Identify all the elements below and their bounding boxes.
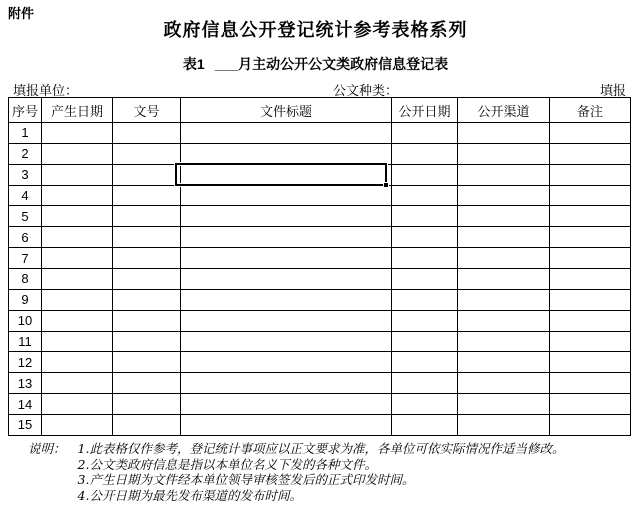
empty-cell[interactable] bbox=[458, 394, 550, 415]
row-number-cell[interactable]: 10 bbox=[9, 310, 42, 331]
empty-cell[interactable] bbox=[113, 164, 181, 185]
empty-cell[interactable] bbox=[113, 248, 181, 269]
empty-cell[interactable] bbox=[113, 352, 181, 373]
table-subtitle bbox=[0, 54, 631, 74]
empty-cell[interactable] bbox=[550, 331, 631, 352]
empty-cell[interactable] bbox=[392, 373, 458, 394]
document-title: 政府信息公开登记统计参考表格系列 bbox=[163, 20, 468, 40]
note-item-3: 3.产生日期为文件经本单位领导审核签发后的正式印发时间。 bbox=[77, 472, 415, 487]
empty-cell[interactable] bbox=[42, 352, 113, 373]
column-header-3[interactable]: 文号 bbox=[113, 98, 181, 123]
empty-cell[interactable] bbox=[550, 269, 631, 290]
table-header-row bbox=[9, 98, 631, 123]
notes-section bbox=[28, 441, 564, 503]
note-item-2: 2.公文类政府信息是指以本单位名义下发的各种文件。 bbox=[77, 456, 377, 472]
empty-cell[interactable] bbox=[550, 415, 631, 436]
row-number-cell[interactable]: 11 bbox=[9, 331, 42, 352]
fill-handle[interactable] bbox=[383, 182, 389, 188]
empty-cell[interactable] bbox=[550, 352, 631, 373]
empty-cell[interactable] bbox=[458, 227, 550, 248]
reporting-unit-label: 填报单位： bbox=[13, 83, 79, 98]
empty-cell[interactable] bbox=[181, 331, 392, 352]
empty-cell[interactable] bbox=[550, 206, 631, 227]
empty-cell[interactable] bbox=[458, 269, 550, 290]
empty-cell[interactable] bbox=[392, 310, 458, 331]
empty-cell[interactable] bbox=[550, 373, 631, 394]
empty-cell[interactable] bbox=[42, 248, 113, 269]
empty-cell[interactable] bbox=[392, 415, 458, 436]
empty-cell[interactable] bbox=[458, 185, 550, 206]
table-row bbox=[9, 227, 631, 248]
empty-cell[interactable] bbox=[113, 206, 181, 227]
empty-cell[interactable] bbox=[113, 143, 181, 164]
column-header-6[interactable]: 公开渠道 bbox=[458, 98, 550, 123]
empty-cell[interactable] bbox=[392, 248, 458, 269]
row-number-cell[interactable]: 12 bbox=[9, 352, 42, 373]
table-row bbox=[9, 269, 631, 290]
empty-cell[interactable] bbox=[113, 331, 181, 352]
empty-cell[interactable] bbox=[392, 206, 458, 227]
empty-cell[interactable] bbox=[550, 123, 631, 144]
empty-cell[interactable] bbox=[42, 206, 113, 227]
empty-cell[interactable] bbox=[550, 227, 631, 248]
row-number-cell[interactable]: 7 bbox=[9, 248, 42, 269]
notes-items bbox=[78, 441, 565, 503]
empty-cell[interactable] bbox=[42, 227, 113, 248]
column-header-7[interactable]: 备注 bbox=[550, 98, 631, 123]
empty-cell[interactable] bbox=[42, 373, 113, 394]
notes-label: 说明： bbox=[28, 441, 66, 456]
empty-cell[interactable] bbox=[113, 373, 181, 394]
empty-cell[interactable] bbox=[113, 185, 181, 206]
row-number-cell[interactable]: 3 bbox=[9, 164, 42, 185]
empty-cell[interactable] bbox=[458, 331, 550, 352]
empty-cell[interactable] bbox=[392, 394, 458, 415]
empty-cell[interactable] bbox=[550, 289, 631, 310]
empty-cell[interactable] bbox=[550, 164, 631, 185]
document-type-label: 公文种类： bbox=[333, 83, 399, 98]
empty-cell[interactable] bbox=[181, 185, 392, 206]
empty-cell[interactable] bbox=[458, 248, 550, 269]
empty-cell[interactable] bbox=[458, 164, 550, 185]
table-row bbox=[9, 248, 631, 269]
selected-cell-marquee[interactable] bbox=[175, 163, 387, 186]
empty-cell[interactable] bbox=[458, 310, 550, 331]
empty-cell[interactable] bbox=[458, 352, 550, 373]
table-number: 表1 bbox=[182, 56, 205, 72]
row-number-cell[interactable]: 14 bbox=[9, 394, 42, 415]
row-number-cell[interactable]: 15 bbox=[9, 415, 42, 436]
empty-cell[interactable] bbox=[42, 143, 113, 164]
empty-cell[interactable] bbox=[113, 123, 181, 144]
table-row bbox=[9, 310, 631, 331]
row-number-cell[interactable]: 1 bbox=[9, 123, 42, 144]
empty-cell[interactable] bbox=[458, 373, 550, 394]
empty-cell[interactable] bbox=[181, 269, 392, 290]
empty-cell[interactable] bbox=[42, 394, 113, 415]
info-line bbox=[0, 80, 631, 96]
empty-cell[interactable] bbox=[392, 352, 458, 373]
table-row bbox=[9, 415, 631, 436]
empty-cell[interactable] bbox=[42, 123, 113, 144]
table-row bbox=[9, 185, 631, 206]
empty-cell[interactable] bbox=[181, 248, 392, 269]
empty-cell[interactable] bbox=[42, 164, 113, 185]
empty-cell[interactable] bbox=[458, 289, 550, 310]
row-number-cell[interactable]: 4 bbox=[9, 185, 42, 206]
empty-cell[interactable] bbox=[392, 143, 458, 164]
empty-cell[interactable] bbox=[181, 123, 392, 144]
empty-cell[interactable] bbox=[458, 206, 550, 227]
empty-cell[interactable] bbox=[181, 415, 392, 436]
empty-cell[interactable] bbox=[181, 143, 392, 164]
column-header-1[interactable]: 序号 bbox=[9, 98, 42, 123]
table-row bbox=[9, 373, 631, 394]
table-row bbox=[9, 143, 631, 164]
empty-cell[interactable] bbox=[113, 415, 181, 436]
table-subtitle-text: ___月主动公开公文类政府信息登记表 bbox=[214, 56, 449, 72]
empty-cell[interactable] bbox=[550, 310, 631, 331]
empty-cell[interactable] bbox=[113, 269, 181, 290]
empty-cell[interactable] bbox=[42, 331, 113, 352]
table-row bbox=[9, 352, 631, 373]
empty-cell[interactable] bbox=[392, 164, 458, 185]
empty-cell[interactable] bbox=[392, 123, 458, 144]
empty-cell[interactable] bbox=[458, 415, 550, 436]
empty-cell[interactable] bbox=[392, 269, 458, 290]
empty-cell[interactable] bbox=[181, 310, 392, 331]
empty-cell[interactable] bbox=[458, 123, 550, 144]
empty-cell[interactable] bbox=[42, 310, 113, 331]
empty-cell[interactable] bbox=[181, 206, 392, 227]
empty-cell[interactable] bbox=[42, 289, 113, 310]
empty-cell[interactable] bbox=[392, 185, 458, 206]
note-item-4: 4.公开日期为最先发布渠道的发布时间。 bbox=[77, 487, 302, 503]
column-header-2[interactable]: 产生日期 bbox=[42, 98, 113, 123]
empty-cell[interactable] bbox=[181, 373, 392, 394]
empty-cell[interactable] bbox=[392, 331, 458, 352]
table-row bbox=[9, 123, 631, 144]
fill-in-label: 填报 bbox=[600, 83, 627, 98]
empty-cell[interactable] bbox=[550, 185, 631, 206]
empty-cell[interactable] bbox=[458, 143, 550, 164]
empty-cell[interactable] bbox=[113, 289, 181, 310]
empty-cell[interactable] bbox=[392, 227, 458, 248]
empty-cell[interactable] bbox=[550, 394, 631, 415]
empty-cell[interactable] bbox=[392, 289, 458, 310]
empty-cell[interactable] bbox=[113, 394, 181, 415]
empty-cell[interactable] bbox=[181, 394, 392, 415]
empty-cell[interactable] bbox=[113, 227, 181, 248]
empty-cell[interactable] bbox=[42, 269, 113, 290]
empty-cell[interactable] bbox=[42, 415, 113, 436]
table-row bbox=[9, 206, 631, 227]
table-row bbox=[9, 394, 631, 415]
empty-cell[interactable] bbox=[181, 352, 392, 373]
row-number-cell[interactable]: 13 bbox=[9, 373, 42, 394]
empty-cell[interactable] bbox=[181, 227, 392, 248]
row-number-cell[interactable]: 8 bbox=[9, 269, 42, 290]
row-number-cell[interactable]: 9 bbox=[9, 289, 42, 310]
row-number-cell[interactable]: 5 bbox=[9, 206, 42, 227]
empty-cell[interactable] bbox=[42, 185, 113, 206]
registration-table bbox=[8, 97, 631, 436]
row-number-cell[interactable]: 6 bbox=[9, 227, 42, 248]
row-number-cell[interactable]: 2 bbox=[9, 143, 42, 164]
table-row bbox=[9, 289, 631, 310]
empty-cell[interactable] bbox=[181, 289, 392, 310]
attachment-label: 附件 bbox=[8, 6, 35, 21]
table-row bbox=[9, 331, 631, 352]
column-header-5[interactable]: 公开日期 bbox=[392, 98, 458, 123]
empty-cell[interactable] bbox=[550, 143, 631, 164]
column-header-4[interactable]: 文件标题 bbox=[181, 98, 392, 123]
note-item-1: 1.此表格仅作参考，登记统计事项应以正文要求为准，各单位可依实际情况作适当修改。 bbox=[77, 441, 565, 456]
empty-cell[interactable] bbox=[550, 248, 631, 269]
empty-cell[interactable] bbox=[113, 310, 181, 331]
